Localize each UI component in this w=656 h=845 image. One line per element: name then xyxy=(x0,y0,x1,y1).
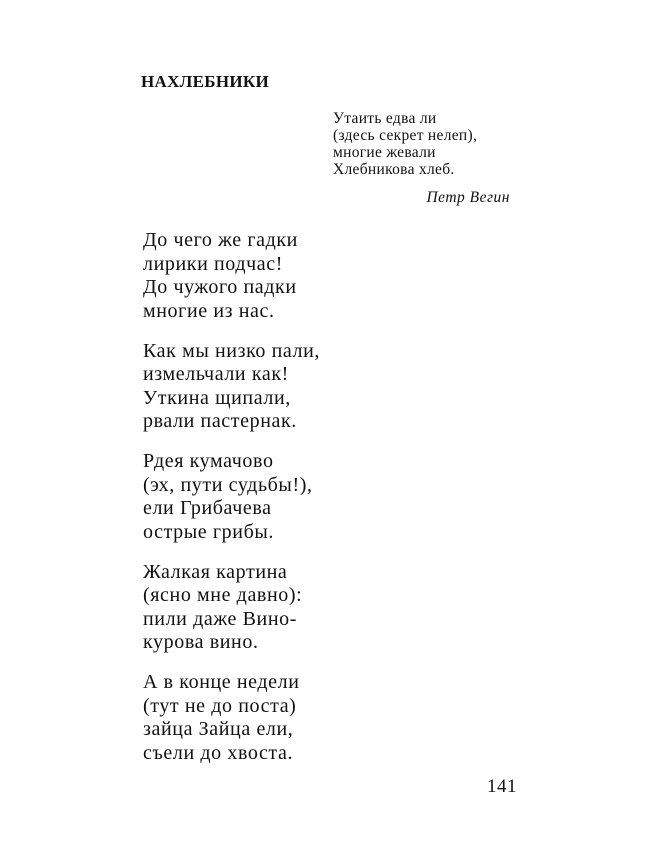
poem-line: ели Грибачева xyxy=(143,497,272,519)
stanza xyxy=(143,340,320,434)
stanza xyxy=(143,450,320,544)
poem-line: Как мы низко пали, xyxy=(143,339,321,362)
page-number: 141 xyxy=(487,776,517,797)
poem-line: А в конце недели xyxy=(143,671,300,693)
poem-line: лирики подчас! xyxy=(143,252,283,275)
poem-line: измельчали как! xyxy=(143,363,289,385)
poem-line: острые грибы. xyxy=(143,520,274,543)
poem-line: Рдея кумачово xyxy=(143,450,274,472)
poem-line: пили даже Вино- xyxy=(143,607,297,630)
poem-line: съели до хвоста. xyxy=(143,741,294,764)
poem-line: До чужого падки xyxy=(143,276,297,298)
epigraph-line: Хлебникова хлеб. xyxy=(333,161,455,178)
poem-line: (тут не до поста) xyxy=(143,694,297,717)
poem-title: НАХЛЕБНИКИ xyxy=(141,72,270,91)
stanza xyxy=(143,671,320,765)
epigraph-author: Петр Вегин xyxy=(426,189,510,206)
poem-line: многие из нас. xyxy=(143,299,275,322)
poem-body xyxy=(143,229,320,782)
epigraph-line: (здесь секрет нелеп), xyxy=(333,127,478,144)
epigraph-line: Утаить едва ли xyxy=(333,110,437,127)
poem-line: рвали пастернак. xyxy=(143,410,297,432)
poem-line: До чего же гадки xyxy=(143,229,298,251)
epigraph-line: многие жевали xyxy=(333,144,436,161)
poem-line: Уткина щипали, xyxy=(143,386,291,409)
stanza xyxy=(143,229,320,323)
poem-line: (ясно мне давно): xyxy=(143,584,303,606)
poem-line: курова вино. xyxy=(143,631,259,653)
stanza xyxy=(143,561,320,655)
poem-line: (эх, пути судьбы!), xyxy=(143,473,313,496)
poem-line: Жалкая картина xyxy=(143,560,288,583)
epigraph xyxy=(333,110,477,178)
poem-line: зайца Зайца ели, xyxy=(143,718,294,740)
